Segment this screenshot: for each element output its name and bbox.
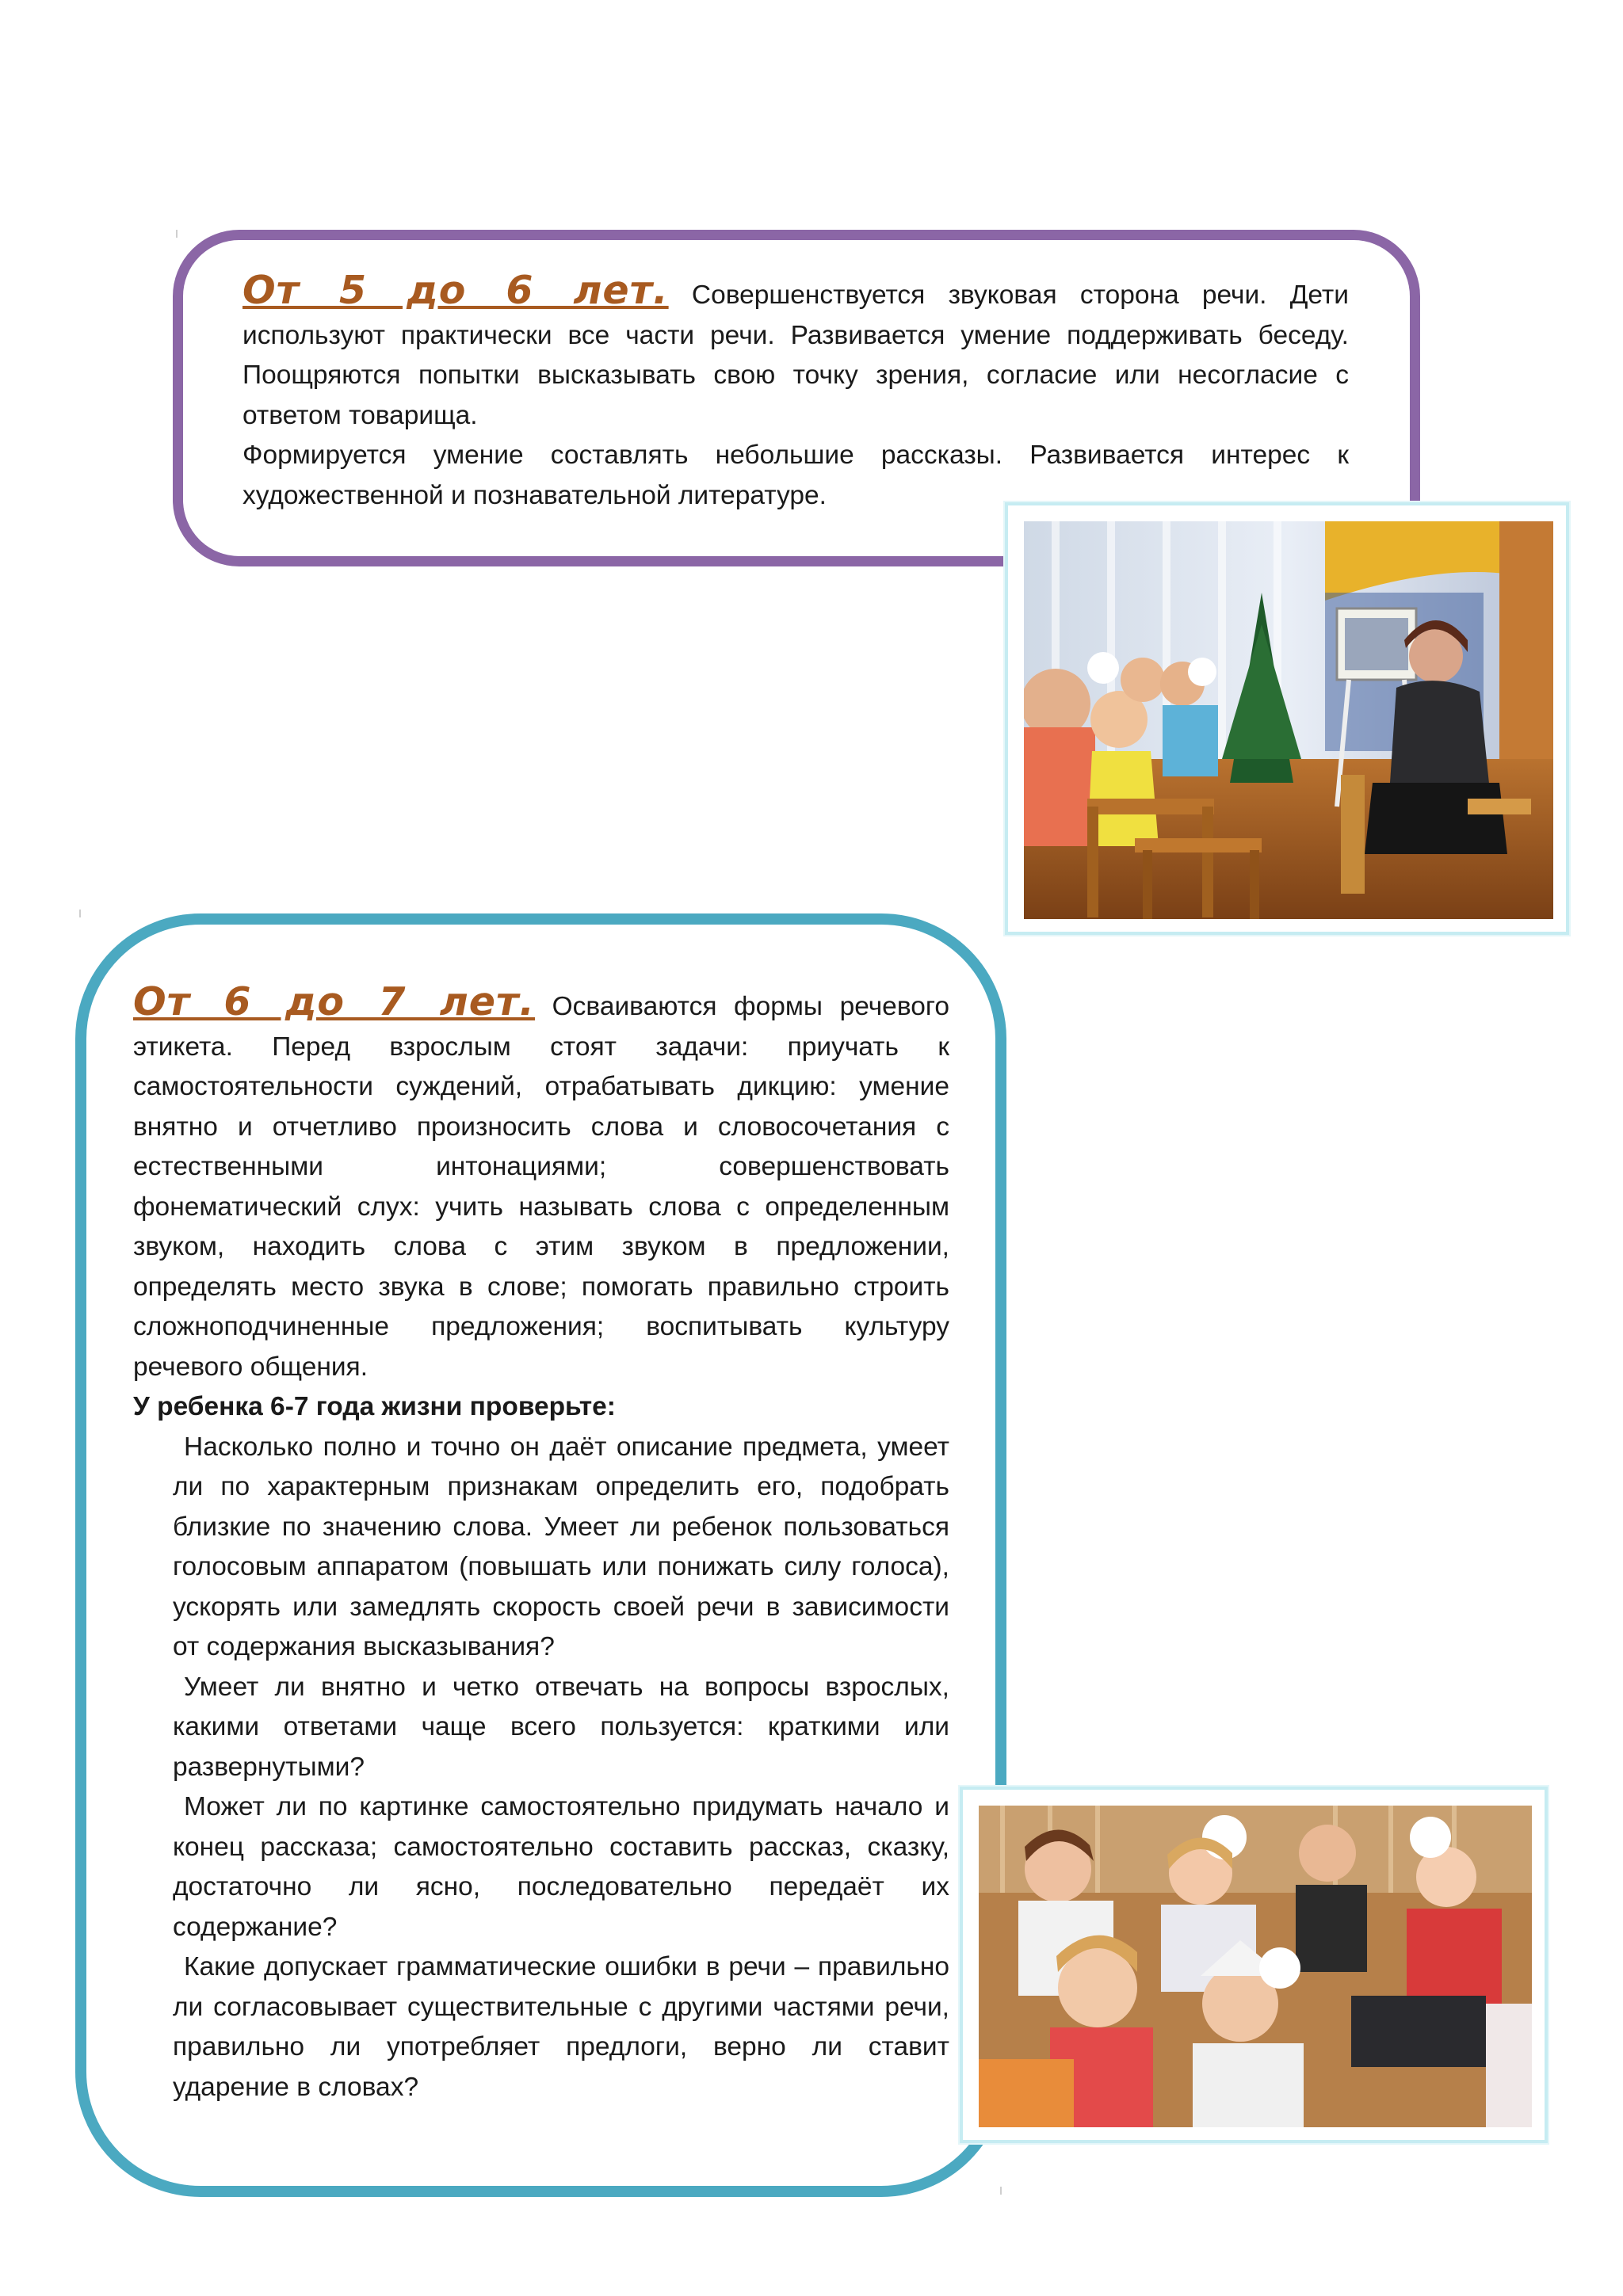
section-5-6-paragraph: Формируется умение составлять небольшие рассказы. Развивается интерес к художественной и познавательной литературе. [242,441,1349,510]
section-6-7-intro: Осваиваются формы речевого этикета. Перед взрослым стоят задачи: приучать к самостоятельности суждений, отрабатывать дикцию: умение внятно и отчетливо произносить слова и словосочетания с естественными интонациями; совершенствовать фонематический слух: учить называть слова с определенным звуком, находить слова с этим звуком в предложении, определять место звука в слове; помогать правильно строить сложноподчиненные предложения; воспитывать культуру речевого общения. [133,992,949,1382]
scan-mark [176,230,178,238]
checklist-item: Какие допускает грамматические ошибки в речи – правильно ли согласовывает существительные с другими частями речи, правильно ли употребляет предлоги, верно ли ставит ударение в словах? [173,1952,949,2102]
section-6-7-text [133,979,949,2107]
checklist-title: У ребенка 6-7 года жизни проверьте: [133,1392,616,1421]
section-5-6-heading: От 5 до 6 лет. [242,268,669,313]
checklist-item: Умеет ли внятно и четко отвечать на вопросы взрослых, какими ответами чаще всего пользуется: краткими или развернутыми? [173,1672,949,1782]
section-6-7-paragraph [133,979,949,1387]
photo-frame [960,1787,1548,2143]
photo-teacher-with-children [1024,521,1553,919]
section-5-6-text [242,268,1349,516]
section-6-7-heading: От 6 до 7 лет. [133,979,535,1024]
photo-children-seated [979,1806,1532,2127]
scan-mark [79,910,81,917]
checklist-item: Насколько полно и точно он даёт описание предмета, умеет ли по характерным признакам определить его, подобрать близкие по значению слова. Умеет ли ребенок пользоваться голосовым аппаратом (повышать или понижать силу голоса), ускорять или замедлять скорость своей речи в зависимости от содержания высказывания? [173,1432,949,1661]
section-5-6-body: Совершенствуется звуковая сторона речи. Дети используют практически все части речи. Развивается умение поддерживать беседу. Поощряются попытки высказывать свою точку зрения, согласие или несогласие с ответом товарища. [242,280,1349,430]
checklist-item: Может ли по картинке самостоятельно придумать начало и конец рассказа; самостоятельно составить рассказ, сказку, достаточно ли ясно, последовательно передаёт их содержание? [173,1792,949,1942]
photo-frame [1005,502,1569,935]
section-5-6-paragraph [242,268,1349,436]
scan-mark [1000,2187,1002,2195]
